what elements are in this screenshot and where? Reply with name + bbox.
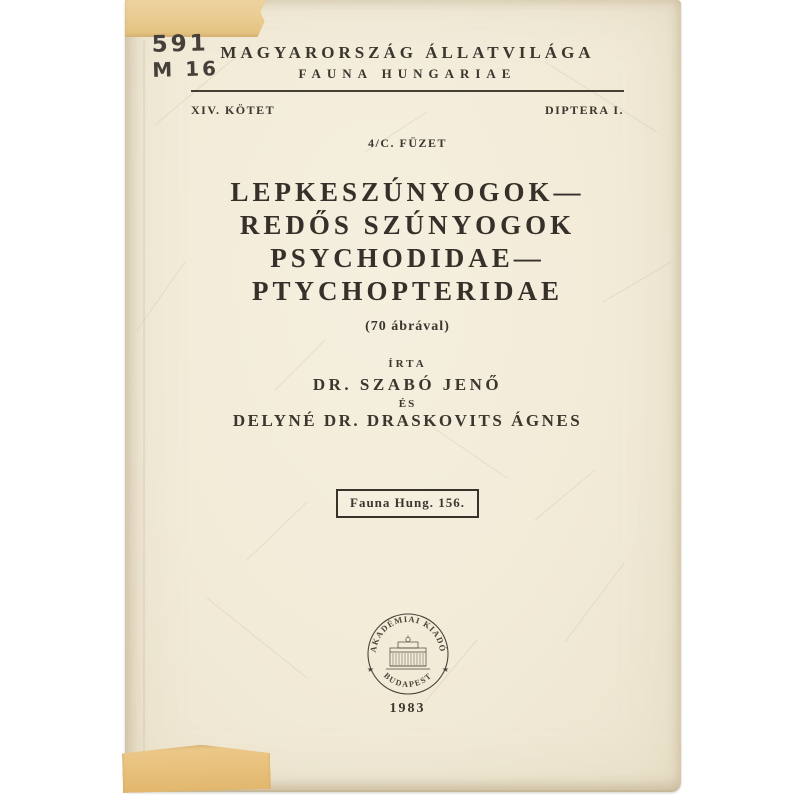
series-number-box: Fauna Hung. 156. (336, 489, 479, 518)
publication-year: 1983 (389, 701, 426, 716)
call-number-line2: M 16 (152, 56, 220, 82)
series-box-row (191, 489, 624, 518)
book-title-line-4: PTYCHOPTERIDAE (251, 276, 564, 306)
volume-label: XIV. KÖTET (191, 103, 276, 117)
tape-bottom-left (122, 743, 271, 793)
series-title-latin: FAUNA HUNGARIAE (298, 66, 517, 81)
star-left-icon: ★ (366, 665, 374, 674)
series-title-hungarian: MAGYARORSZÁG ÁLLATVILÁGA (220, 43, 595, 62)
book-title-line-3: PSYCHODIDAE— (270, 243, 545, 273)
publisher-seal-row (191, 612, 624, 703)
star-right-icon: ★ (441, 665, 449, 674)
publisher-city-arc: BUDAPEST (381, 670, 434, 690)
illustration-note: (70 ábrával) (365, 319, 450, 334)
conjunction-label: ÉS (398, 398, 417, 410)
call-number-line1: 591 (151, 30, 210, 58)
horizontal-rule (191, 90, 624, 92)
book-cover (125, 0, 681, 792)
book-title (191, 176, 624, 308)
academy-building-icon (386, 636, 430, 670)
publisher-seal-icon (360, 612, 456, 698)
book-title-line-2: REDŐS SZÚNYOGOK (239, 210, 576, 240)
author-1: DR. SZABÓ JENŐ (312, 375, 503, 394)
book-title-line-1: LEPKESZÚNYOGOK— (230, 177, 585, 207)
volume-row (191, 103, 624, 118)
fascicle-label: 4/C. FÜZET (367, 136, 447, 150)
publisher-name-arc: AKADÉMIAI KIADÓ (368, 614, 447, 654)
written-by-label: ÍRTA (388, 358, 427, 370)
order-label: DIPTERA I. (544, 103, 624, 117)
author-2: DELYNÉ DR. DRASKOVITS ÁGNES (232, 411, 583, 430)
